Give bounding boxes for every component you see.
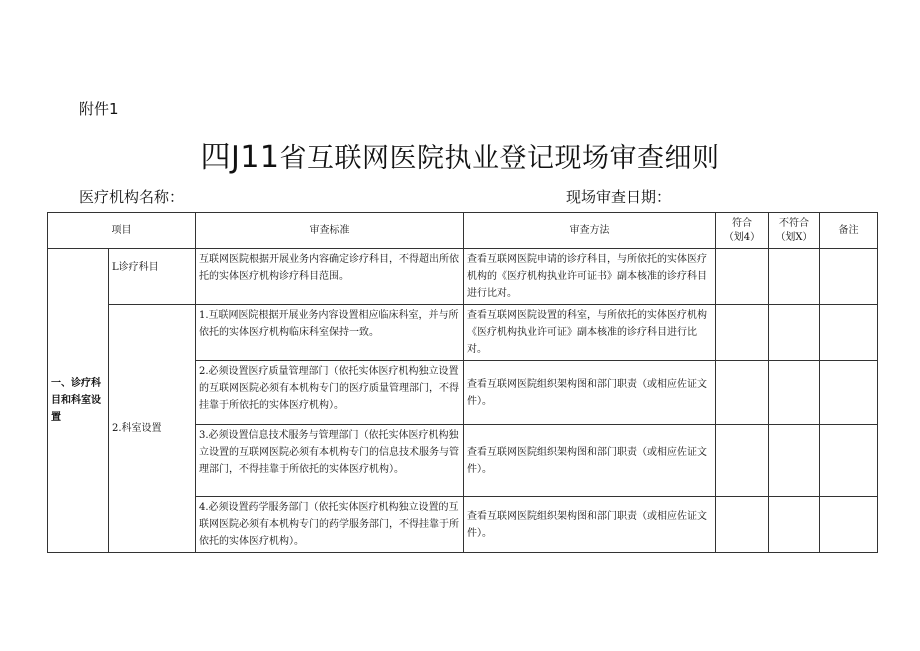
nonconform-cell[interactable] <box>769 361 820 425</box>
conform-cell[interactable] <box>716 305 769 361</box>
method-cell: 查看互联网医院组织架构图和部门职责（或相应佐证文件）。 <box>464 425 716 497</box>
table-row <box>48 305 878 361</box>
header-nonconform-label: 不符合 <box>779 217 809 229</box>
header-nonconform-mark: （划X） <box>775 231 813 243</box>
method-cell: 查看互联网医院组织架构图和部门职责（或相应佐证文件）。 <box>464 497 716 553</box>
standard-cell: 2.必须设置医疗质量管理部门（依托实体医疗机构独立设置的互联网医院必须有本机构专门的医疗质量管理部门，不得挂靠于所依托的实体医疗机构）。 <box>196 361 464 425</box>
conform-cell[interactable] <box>716 249 769 305</box>
remark-cell[interactable] <box>820 497 878 553</box>
standard-cell: 互联网医院根据开展业务内容确定诊疗科目，不得超出所依托的实体医疗机构诊疗科目范围。 <box>196 249 464 305</box>
standard-cell: 1.互联网医院根据开展业务内容设置相应临床科室，并与所依托的实体医疗机构临床科室保持一致。 <box>196 305 464 361</box>
nonconform-cell[interactable] <box>769 497 820 553</box>
header-conform-mark: （划4） <box>723 231 761 243</box>
remark-cell[interactable] <box>820 425 878 497</box>
standard-cell: 4.必须设置药学服务部门（依托实体医疗机构独立设置的互联网医院必须有本机构专门的药学服务部门，不得挂靠于所依托的实体医疗机构）。 <box>196 497 464 553</box>
remark-cell[interactable] <box>820 361 878 425</box>
method-cell: 查看互联网医院组织架构图和部门职责（或相应佐证文件）。 <box>464 361 716 425</box>
category-cell: 一、诊疗科目和科室设置 <box>48 249 109 553</box>
header-standard: 审查标准 <box>196 213 464 249</box>
subitem-department-setup: 2.科室设置 <box>109 305 196 553</box>
remark-cell[interactable] <box>820 249 878 305</box>
table-row <box>48 249 878 305</box>
title-text: 省互联网医院执业登记现场审查细则 <box>279 143 720 174</box>
review-date-label: 现场审查日期： <box>566 188 672 206</box>
conform-cell[interactable] <box>716 425 769 497</box>
attachment-label: 附件1 <box>79 100 119 118</box>
header-remark: 备注 <box>820 213 878 249</box>
method-cell: 查看互联网医院设置的科室，与所依托的实体医疗机构《医疗机构执业许可证》副本核准的诊疗科目进行比对。 <box>464 305 716 361</box>
subitem-diagnosis-subjects: L诊疗科目 <box>109 249 196 305</box>
nonconform-cell[interactable] <box>769 425 820 497</box>
document-title <box>0 132 920 176</box>
title-prefix: 四J11 <box>200 140 280 175</box>
org-name-label: 医疗机构名称： <box>79 188 185 206</box>
header-method: 审查方法 <box>464 213 716 249</box>
conform-cell[interactable] <box>716 361 769 425</box>
header-conform-label: 符合 <box>732 217 752 229</box>
header-conform <box>716 213 769 249</box>
header-item: 项目 <box>48 213 196 249</box>
nonconform-cell[interactable] <box>769 249 820 305</box>
conform-cell[interactable] <box>716 497 769 553</box>
standard-cell: 3.必须设置信息技术服务与管理部门（依托实体医疗机构独立设置的互联网医院必须有本机构专门的信息技术服务与管理部门，不得挂靠于所依托的实体医疗机构）。 <box>196 425 464 497</box>
header-nonconform <box>769 213 820 249</box>
remark-cell[interactable] <box>820 305 878 361</box>
header-row <box>48 213 878 249</box>
review-table <box>47 212 878 553</box>
nonconform-cell[interactable] <box>769 305 820 361</box>
method-cell: 查看互联网医院申请的诊疗科目，与所依托的实体医疗机构的《医疗机构执业许可证书》副本核准的诊疗科目进行比对。 <box>464 249 716 305</box>
